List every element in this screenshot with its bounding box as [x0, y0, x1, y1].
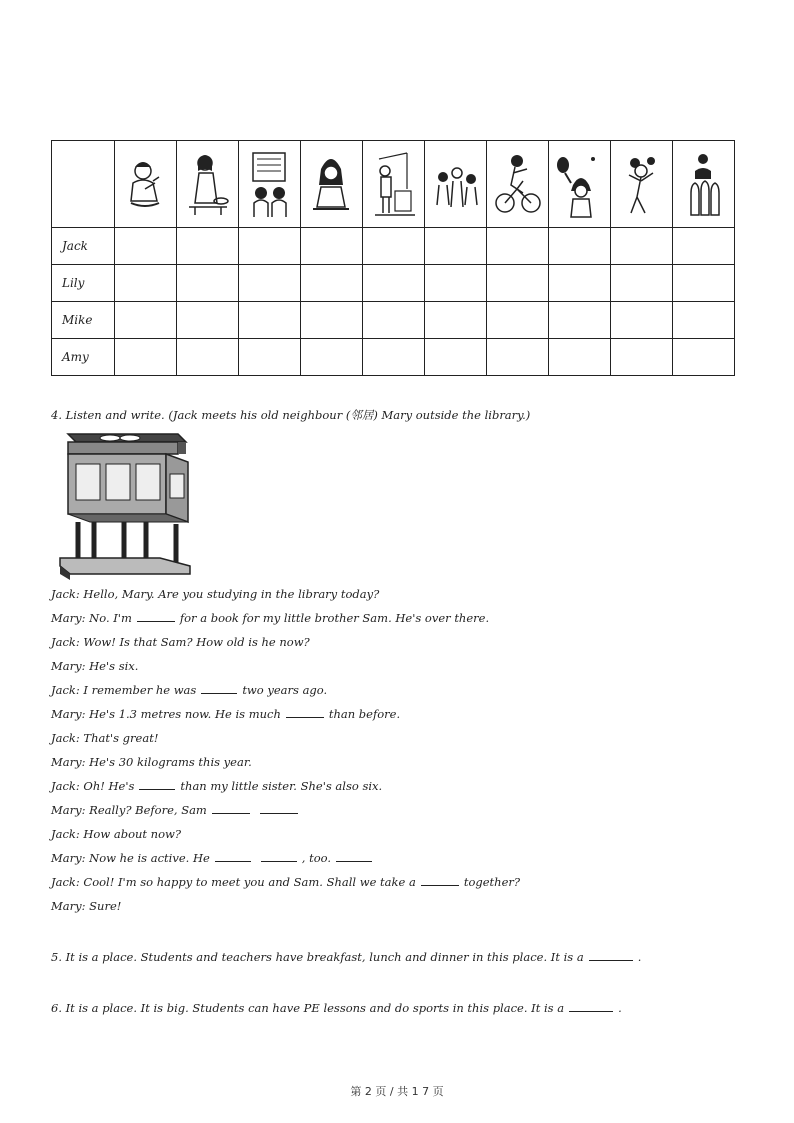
girl-writing-icon — [301, 141, 362, 227]
dialog-line — [51, 632, 520, 656]
dialog-line — [51, 704, 520, 728]
dialog-text: Jack: How about now? — [51, 827, 182, 841]
dialog-line — [51, 896, 520, 920]
boy-eating-icon — [115, 141, 176, 227]
dialog-text: Mary: No. I'm — [51, 611, 132, 625]
table-cell[interactable] — [115, 302, 177, 339]
table-cell[interactable] — [549, 265, 611, 302]
table-cell[interactable] — [239, 265, 301, 302]
table-cell[interactable] — [363, 302, 425, 339]
pic-cell — [239, 141, 301, 228]
table-cell[interactable] — [425, 339, 487, 376]
dialog — [51, 584, 520, 920]
table-cell[interactable] — [177, 265, 239, 302]
table-row — [52, 228, 735, 265]
answer-blank[interactable] — [260, 802, 298, 814]
dialog-text: than my little sister. She's also six. — [180, 779, 383, 793]
table-row — [52, 339, 735, 376]
table-cell[interactable] — [363, 265, 425, 302]
dialog-text: together? — [463, 875, 521, 889]
table-cell[interactable] — [363, 228, 425, 265]
table-header-row — [52, 141, 735, 228]
table-cell[interactable] — [177, 339, 239, 376]
table-cell[interactable] — [115, 265, 177, 302]
table-cell[interactable] — [239, 228, 301, 265]
table-cell[interactable] — [611, 265, 673, 302]
dialog-text: Mary: Sure! — [51, 899, 122, 913]
row-name-mike: Mike — [52, 302, 115, 339]
table-cell[interactable] — [239, 302, 301, 339]
dialog-text: two years ago. — [242, 683, 328, 697]
boy-riding-bike-icon — [487, 141, 548, 227]
header-empty-cell — [52, 141, 115, 228]
pic-cell — [115, 141, 177, 228]
table-cell[interactable] — [549, 302, 611, 339]
table-cell[interactable] — [487, 228, 549, 265]
dialog-text: Mary: Really? Before, Sam — [51, 803, 207, 817]
table-cell[interactable] — [673, 339, 735, 376]
pic-cell — [611, 141, 673, 228]
answer-blank[interactable] — [569, 1000, 613, 1012]
row-name-amy: Amy — [52, 339, 115, 376]
table-cell[interactable] — [425, 302, 487, 339]
dialog-text: than before. — [328, 707, 401, 721]
table-cell[interactable] — [115, 339, 177, 376]
table-row — [52, 302, 735, 339]
table-cell[interactable] — [611, 339, 673, 376]
table-cell[interactable] — [363, 339, 425, 376]
dialog-line — [51, 800, 520, 824]
dialog-text: Mary: He's 1.3 metres now. He is much — [51, 707, 281, 721]
table-cell[interactable] — [425, 265, 487, 302]
dialog-line — [51, 824, 520, 848]
row-name-jack: Jack — [52, 228, 115, 265]
dialog-line — [51, 656, 520, 680]
pic-cell — [177, 141, 239, 228]
dialog-line — [51, 848, 520, 872]
girl-ping-pong-icon — [549, 141, 610, 227]
table-cell[interactable] — [425, 228, 487, 265]
dialog-line — [51, 752, 520, 776]
notice-board-icon — [54, 428, 196, 580]
dialog-text: Jack: Hello, Mary. Are you studying in the library today? — [51, 587, 380, 601]
dialog-text: Mary: He's 30 kilograms this year. — [51, 755, 252, 769]
dialog-text: Jack: Wow! Is that Sam? How old is he now? — [51, 635, 310, 649]
table-cell[interactable] — [239, 339, 301, 376]
dialog-text: Jack: Cool! I'm so happy to meet you and Sam. Shall we take a — [51, 875, 416, 889]
dialog-line — [51, 608, 520, 632]
answer-blank[interactable] — [215, 850, 251, 862]
dialog-text: Jack: I remember he was — [51, 683, 197, 697]
dialog-text: for a book for my little brother Sam. He's over there. — [179, 611, 490, 625]
row-name-lily: Lily — [52, 265, 115, 302]
activity-table — [51, 140, 735, 376]
answer-blank[interactable] — [589, 949, 633, 961]
table-cell[interactable] — [611, 302, 673, 339]
page-footer: 第 2 页 / 共 1 7 页 — [350, 1085, 444, 1098]
answer-blank[interactable] — [286, 706, 324, 718]
children-playing-icon — [425, 141, 486, 227]
table-cell[interactable] — [301, 265, 363, 302]
person-fishing-icon — [363, 141, 424, 227]
pic-cell — [363, 141, 425, 228]
table-cell[interactable] — [301, 302, 363, 339]
table-cell[interactable] — [673, 228, 735, 265]
dialog-text: Jack: That's great! — [51, 731, 159, 745]
table-cell[interactable] — [487, 339, 549, 376]
bowling-pins-icon — [673, 141, 734, 227]
dialog-text: Jack: Oh! He's — [51, 779, 135, 793]
question-5 — [51, 949, 641, 964]
dialog-text: Mary: He's six. — [51, 659, 139, 673]
table-cell[interactable] — [115, 228, 177, 265]
dialog-line — [51, 872, 520, 896]
dialog-text: Mary: Now he is active. He — [51, 851, 210, 865]
dialog-line — [51, 584, 520, 608]
answer-blank[interactable] — [421, 874, 459, 886]
table-cell[interactable] — [549, 339, 611, 376]
dialog-text: , too. — [301, 851, 332, 865]
table-cell[interactable] — [301, 339, 363, 376]
question-6-text: 6. It is a place. It is big. Students can have PE lessons and do sports in this place. It is a — [51, 1001, 565, 1015]
table-cell[interactable] — [611, 228, 673, 265]
girl-dancing-icon — [611, 141, 672, 227]
table-cell[interactable] — [487, 302, 549, 339]
answer-blank[interactable] — [201, 682, 237, 694]
dialog-line — [51, 776, 520, 800]
pic-cell — [673, 141, 735, 228]
children-reading-board-icon — [239, 141, 300, 227]
question-4-instruction: 4. Listen and write. (Jack meets his old neighbour (邻居) Mary outside the library.) — [51, 408, 531, 422]
pic-cell — [487, 141, 549, 228]
question-6-end: . — [618, 1001, 622, 1015]
table-cell[interactable] — [673, 265, 735, 302]
table-cell[interactable] — [549, 228, 611, 265]
question-5-end: . — [637, 950, 642, 964]
question-6 — [51, 1000, 622, 1015]
table-row — [52, 265, 735, 302]
girl-cooking-icon — [177, 141, 238, 227]
pic-cell — [301, 141, 363, 228]
table-cell[interactable] — [177, 228, 239, 265]
table-cell[interactable] — [673, 302, 735, 339]
answer-blank[interactable] — [139, 778, 175, 790]
question-5-text: 5. It is a place. Students and teachers have breakfast, lunch and dinner in this place. It is a — [51, 950, 584, 964]
pic-cell — [425, 141, 487, 228]
pic-cell — [549, 141, 611, 228]
answer-blank[interactable] — [212, 802, 250, 814]
answer-blank[interactable] — [261, 850, 297, 862]
dialog-line — [51, 680, 520, 704]
table-cell[interactable] — [301, 228, 363, 265]
dialog-line — [51, 728, 520, 752]
answer-blank[interactable] — [336, 850, 372, 862]
answer-blank[interactable] — [137, 610, 175, 622]
table-cell[interactable] — [487, 265, 549, 302]
table-cell[interactable] — [177, 302, 239, 339]
